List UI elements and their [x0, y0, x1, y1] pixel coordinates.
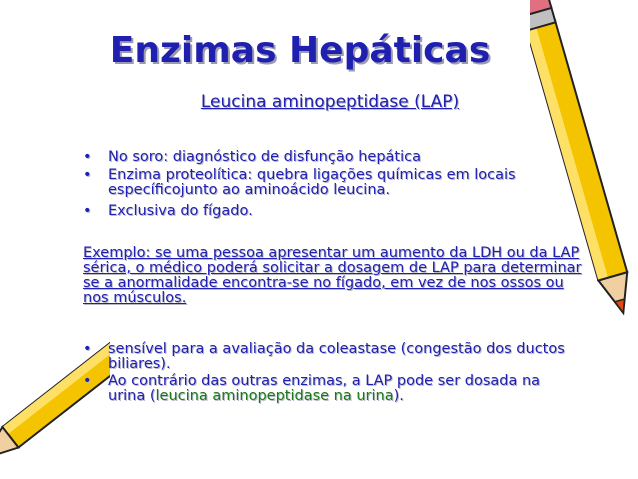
bullet-text-before: Ao contrário das outras enzimas, a LAP pode ser dosada na urina ( — [108, 373, 541, 404]
slide-title: Enzimas Hepáticas — [109, 30, 491, 71]
bullet-mark: • — [83, 373, 92, 389]
bullet-mark: • — [83, 149, 92, 165]
bullet-text — [108, 374, 578, 404]
bullet-text: sensível para a avaliação da coleastase (congestão dos ductos biliares). — [108, 341, 565, 372]
bullet-mark: • — [83, 341, 92, 357]
bullet-text-after: ). — [393, 388, 404, 404]
bullet-text: Enzima proteolítica: quebra ligações químicas em locais específicojunto ao aminoácido leucina. — [108, 167, 516, 198]
example-text: Exemplo: se uma pessoa apresentar um aumento da LDH ou da LAP sérica, o médico poderá solicitar a dosagem de LAP para determinar se a anormalidade encontra-se no fígado, em vez de nos ossos ou nos músculos. — [83, 245, 582, 306]
bullet-text: Exclusiva do fígado. — [108, 203, 253, 219]
bullet-mark: • — [83, 167, 92, 183]
example-paragraph — [83, 246, 583, 306]
slide-subtitle: Leucina aminopeptidase (LAP) — [200, 92, 460, 112]
bullet-mark: • — [83, 203, 92, 219]
bullet-text: No soro: diagnóstico de disfunção hepática — [108, 149, 421, 165]
urine-lap-link[interactable]: leucina aminopeptidase na urina — [155, 388, 394, 404]
